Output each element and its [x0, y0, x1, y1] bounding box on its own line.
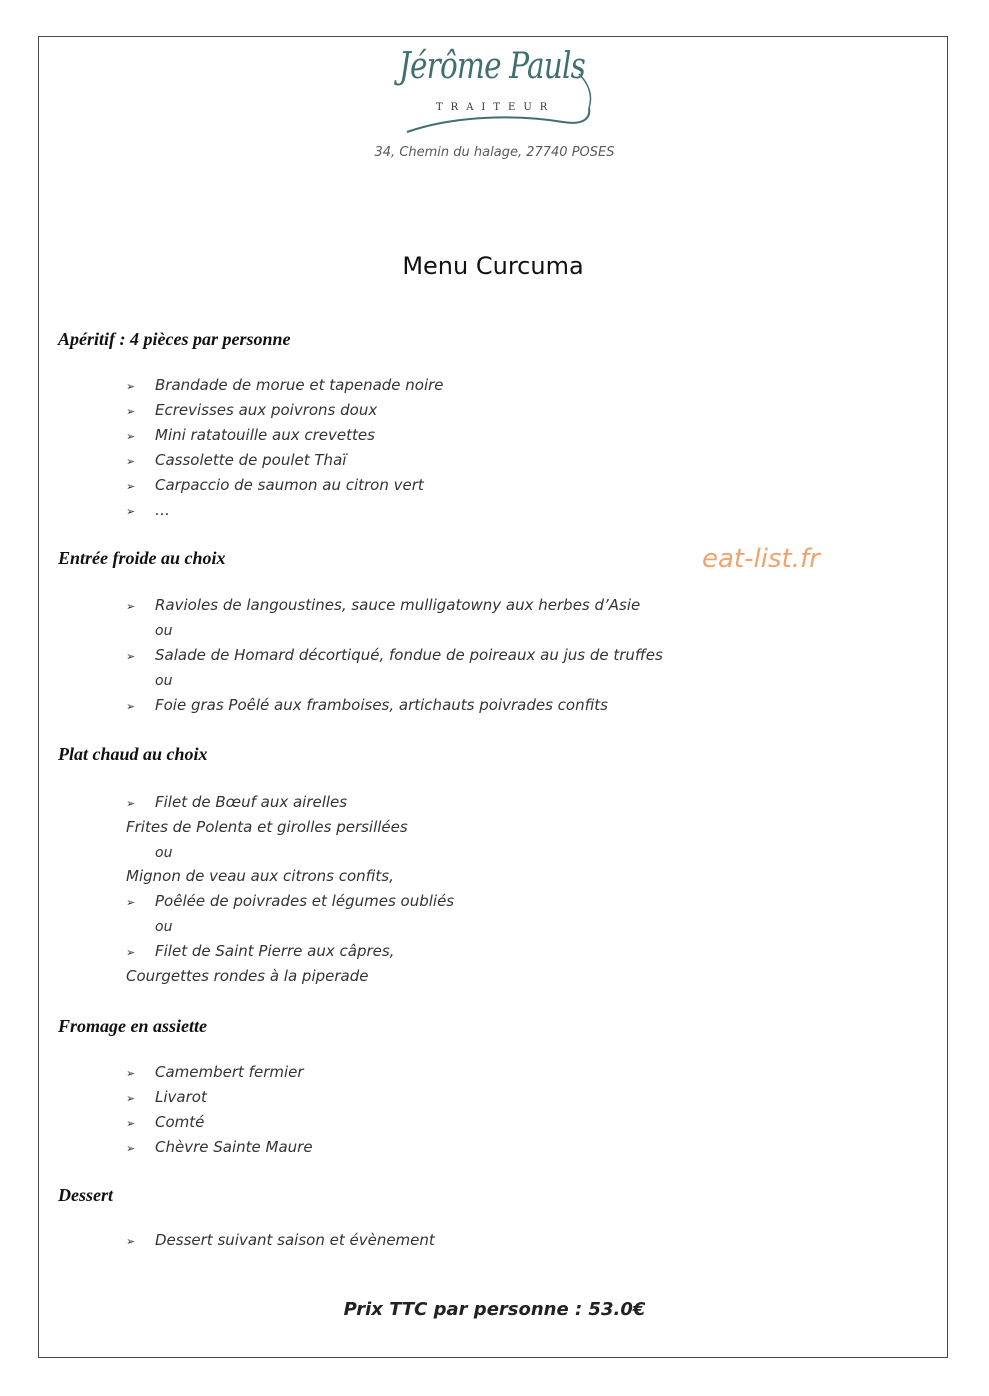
arrowhead-bullet-icon: ➢: [126, 480, 136, 493]
list-item: [126, 1111, 204, 1133]
arrowhead-bullet-icon: ➢: [126, 1092, 136, 1105]
logo-name: Jérôme Pauls: [399, 46, 585, 87]
item-label: Dessert suivant saison et évènement: [155, 1231, 435, 1249]
list-item: [126, 374, 444, 396]
watermark: eat-list.fr: [702, 544, 820, 574]
item-label: Filet de Bœuf aux airelles: [155, 793, 348, 811]
list-item: [126, 399, 377, 421]
arrowhead-bullet-icon: ➢: [126, 1142, 136, 1155]
section-title-entree: Entrée froide au choix: [58, 548, 226, 568]
item-label: Cassolette de poulet Thaï: [155, 451, 347, 469]
item-label: Livarot: [155, 1088, 207, 1106]
arrowhead-bullet-icon: ➢: [126, 1067, 136, 1080]
arrowhead-bullet-icon: ➢: [126, 946, 136, 959]
item-label: Salade de Homard décortiqué, fondue de poireaux au jus de truffes: [155, 646, 663, 664]
arrowhead-bullet-icon: ➢: [126, 405, 136, 418]
arrowhead-bullet-icon: ➢: [126, 1235, 136, 1248]
menu-title: Menu Curcuma: [402, 252, 584, 280]
list-item: [126, 694, 608, 716]
item-label: Comté: [155, 1113, 205, 1131]
item-label: Ravioles de langoustines, sauce mulligatowny aux herbes d’Asie: [155, 596, 641, 614]
item-label: Filet de Saint Pierre aux câpres,: [155, 942, 395, 960]
list-item: [126, 1061, 304, 1083]
arrowhead-bullet-icon: ➢: [126, 896, 136, 909]
arrowhead-bullet-icon: ➢: [126, 650, 136, 663]
or-separator: ou: [155, 845, 173, 861]
or-separator: ou: [155, 919, 173, 935]
item-line: Mignon de veau aux citrons confits,: [126, 867, 394, 885]
or-separator: ou: [155, 623, 173, 639]
arrowhead-bullet-icon: ➢: [126, 430, 136, 443]
or-separator: ou: [155, 673, 173, 689]
list-item: [126, 1086, 207, 1108]
list-item: [126, 644, 663, 666]
item-label: Chèvre Sainte Maure: [155, 1138, 313, 1156]
arrowhead-bullet-icon: ➢: [126, 797, 136, 810]
logo-subtitle: TRAITEUR: [436, 102, 556, 113]
arrowhead-bullet-icon: ➢: [126, 600, 136, 613]
address: 34, Chemin du halage, 27740 POSES: [374, 145, 615, 160]
list-item: [126, 594, 640, 616]
list-item: [126, 1229, 435, 1251]
arrowhead-bullet-icon: ➢: [126, 505, 136, 518]
logo: [393, 44, 603, 140]
list-item: [126, 474, 424, 496]
list-item: [126, 424, 375, 446]
item-continuation: Courgettes rondes à la piperade: [126, 967, 369, 985]
item-continuation: Frites de Polenta et girolles persillées: [126, 818, 408, 836]
list-item: [126, 499, 170, 521]
list-item: [126, 449, 346, 471]
list-item: [126, 791, 347, 813]
arrowhead-bullet-icon: ➢: [126, 700, 136, 713]
section-title-aperitif: Apéritif : 4 pièces par personne: [58, 329, 291, 349]
arrowhead-bullet-icon: ➢: [126, 1117, 136, 1130]
item-label: Carpaccio de saumon au citron vert: [155, 476, 424, 494]
list-item: [126, 890, 454, 912]
price-line: Prix TTC par personne : 53.0€: [343, 1299, 646, 1320]
item-label: Camembert fermier: [155, 1063, 304, 1081]
list-item: [126, 940, 394, 962]
arrowhead-bullet-icon: ➢: [126, 455, 136, 468]
section-title-fromage: Fromage en assiette: [58, 1016, 207, 1036]
list-item: [126, 1136, 313, 1158]
item-label: Ecrevisses aux poivrons doux: [155, 401, 378, 419]
item-label: Poêlée de poivrades et légumes oubliés: [155, 892, 455, 910]
section-title-plat: Plat chaud au choix: [58, 744, 208, 764]
item-label: Foie gras Poêlé aux framboises, artichauts poivrades confits: [155, 696, 608, 714]
item-label: …: [155, 501, 170, 519]
section-title-dessert: Dessert: [58, 1185, 113, 1205]
item-label: Brandade de morue et tapenade noire: [155, 376, 444, 394]
arrowhead-bullet-icon: ➢: [126, 380, 136, 393]
item-label: Mini ratatouille aux crevettes: [155, 426, 375, 444]
